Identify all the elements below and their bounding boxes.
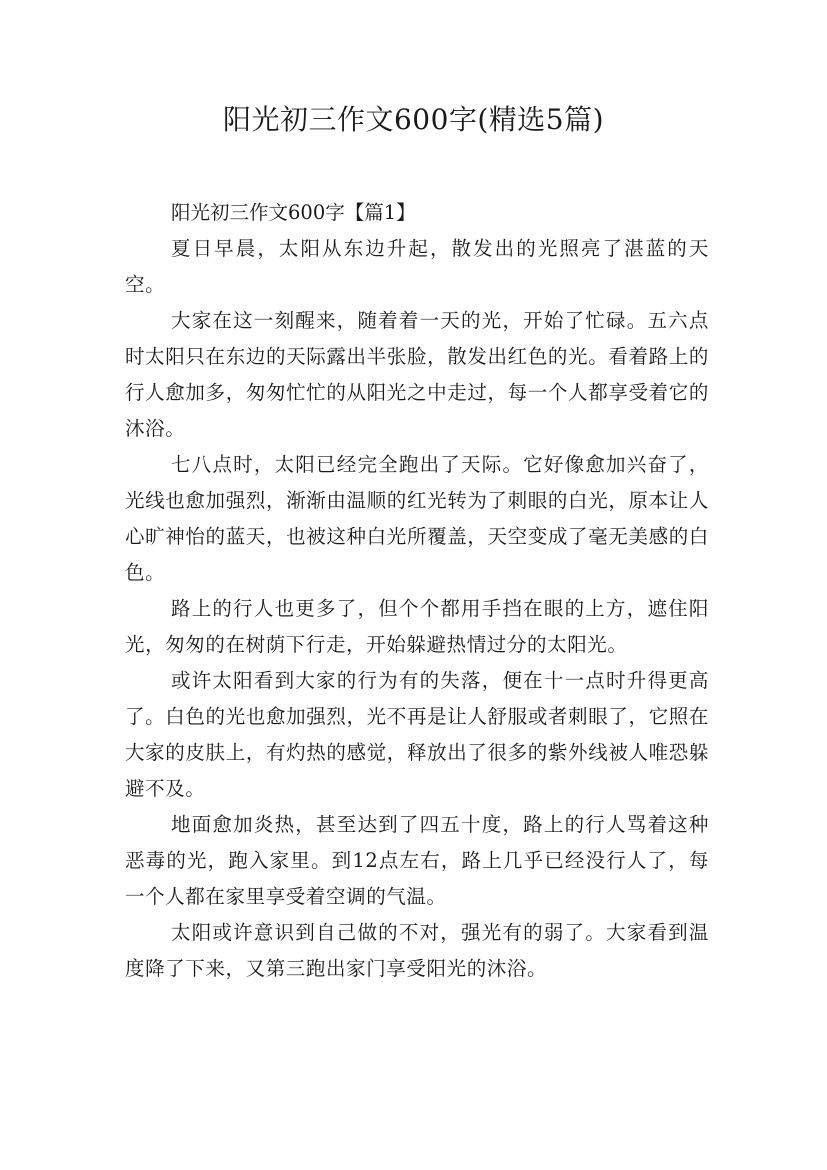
section-heading: 阳光初三作文600字【篇1】 [171,201,416,224]
document-title: 阳光初三作文600字(精选5篇) [222,103,605,136]
document-body [125,195,709,987]
paragraph-7: 太阳或许意识到自己做的不对，强光有的弱了。大家看到温度降了下来，又第三跑出家门享受阳光的沐浴。 [125,921,709,980]
paragraph-1: 夏日早晨，太阳从东边升起，散发出的光照亮了湛蓝的天空。 [125,237,709,296]
paragraph-5: 或许太阳看到大家的行为有的失落，便在十一点时升得更高了。白色的光也愈加强烈，光不再是让人舒服或者刺眼了，它照在大家的皮肤上，有灼热的感觉，释放出了很多的紫外线被人唯恐躲避不及。 [125,669,709,800]
paragraph-4: 路上的行人也更多了，但个个都用手挡在眼的上方，遮住阳光，匆匆的在树荫下行走，开始躲避热情过分的太阳光。 [125,597,709,656]
paragraph-2: 大家在这一刻醒来，随着着一天的光，开始了忙碌。五六点时太阳只在东边的天际露出半张脸，散发出红色的光。看着路上的行人愈加多，匆匆忙忙的从阳光之中走过，每一个人都享受着它的沐浴。 [125,309,709,440]
paragraph-3: 七八点时，太阳已经完全跑出了天际。它好像愈加兴奋了，光线也愈加强烈，渐渐由温顺的红光转为了刺眼的白光，原本让人心旷神怡的蓝天，也被这种白光所覆盖，天空变成了毫无美感的白色。 [125,453,709,584]
paragraph-6: 地面愈加炎热，甚至达到了四五十度，路上的行人骂着这种恶毒的光，跑入家里。到12点左右，路上几乎已经没行人了，每一个人都在家里享受着空调的气温。 [125,813,709,908]
